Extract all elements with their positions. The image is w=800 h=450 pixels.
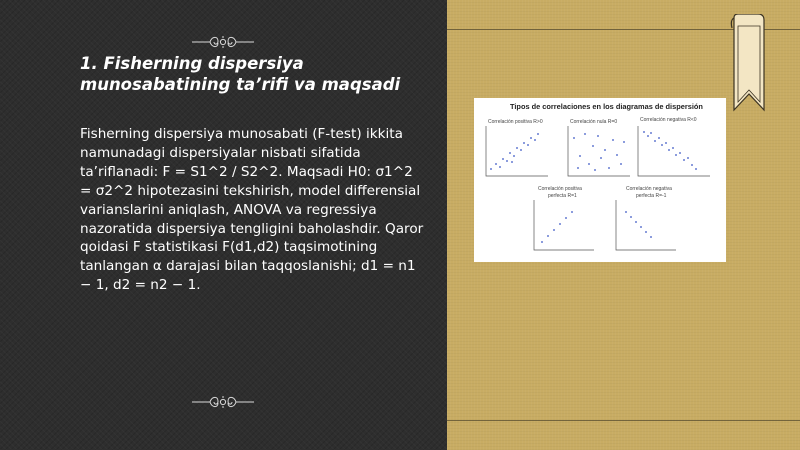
scatter-correlation-figure xyxy=(474,98,726,262)
panel-points-negative xyxy=(643,131,697,170)
panel-label-line1: Correlación negativa xyxy=(626,186,672,192)
panel-points-perfect-negative xyxy=(625,211,652,238)
panel-label-line1: Correlación positiva xyxy=(538,186,582,192)
panel-label: Correlación nula R=0 xyxy=(570,119,618,125)
panel-label-line2: perfecta R=1 xyxy=(548,193,577,199)
panel-axes xyxy=(534,200,594,250)
panel-points-positive xyxy=(490,133,539,170)
flourish-ornament-icon xyxy=(190,392,256,412)
slide-body-text: Fisherning dispersiya munosabati (F-test) ikkita namunadagi dispersiyalar nisbati sifatida ta’riflanadi: F = S1^2 / S2^2. Maqsadi H0: σ1^2 = σ2^2 hipotezasini tekshirish, model differensial varianslarini aniqlash, ANOVA va regressiya nazoratida dispersiya tengligini baholashdir. Qaror qoidasi F statistikasi F(d1,d2) taqsimotining tanlangan α darajasi bilan taqqoslanishi; d1 = n1 − 1, d2 = n2 − 1. xyxy=(80,126,424,294)
panel-points-null xyxy=(573,133,625,171)
bookmark-ribbon-icon xyxy=(730,14,768,114)
panel-axes xyxy=(616,200,676,250)
panel-label: Correlación positiva R>0 xyxy=(488,119,543,125)
slide-title: 1. Fisherning dispersiya munosabatining ta’rifi va maqsadi xyxy=(80,54,401,94)
bottom-rule-line xyxy=(447,420,800,421)
figure-title: Tipos de correlaciones en los diagramas de dispersión xyxy=(510,102,703,111)
panel-axes xyxy=(638,126,710,176)
panel-points-perfect-positive xyxy=(541,211,573,243)
panel-label: Correlación negativa R<0 xyxy=(640,117,697,123)
flourish-ornament-icon xyxy=(190,32,256,52)
panel-label-line2: perfecta R=-1 xyxy=(636,193,667,199)
